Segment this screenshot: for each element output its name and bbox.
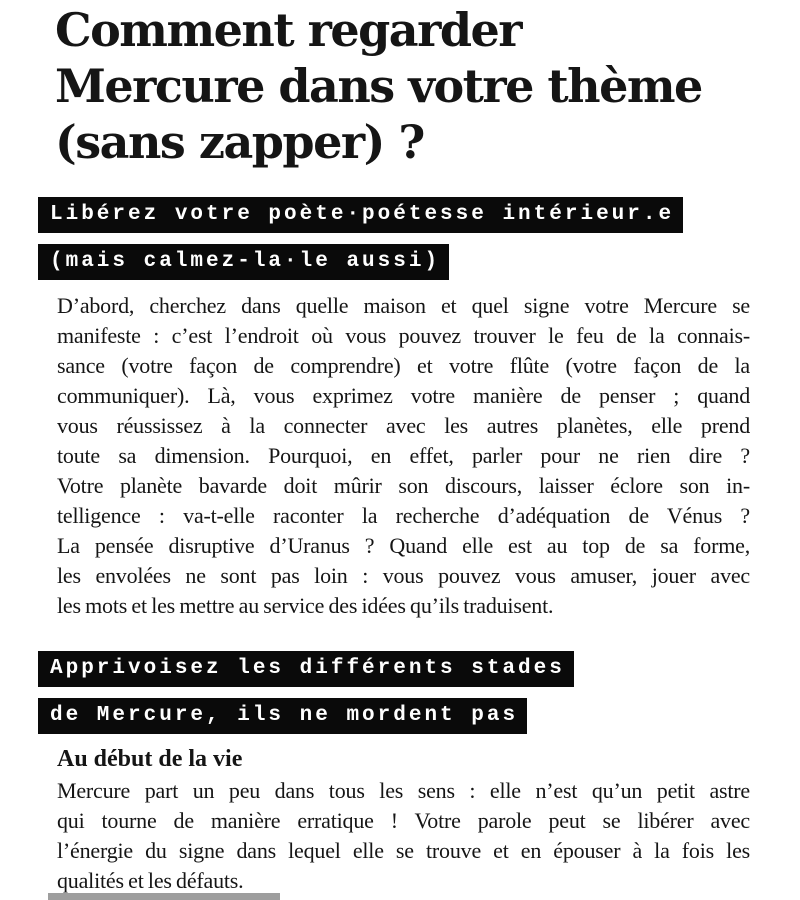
page-title-line: Mercure dans votre thème [55,59,702,113]
page-title [55,2,770,170]
section1-heading [38,197,683,291]
page-title-line: Comment regarder [55,3,521,57]
paragraph-line: toute sa dimension. Pourquoi, en effet, parler pour ne rien dire ? [57,443,750,468]
paragraph-line: les mots et les mettre au service des idées qu’ils traduisent. [57,593,554,618]
paragraph-line: manifeste : c’est l’endroit où vous pouvez trouver le feu de la connais- [57,323,750,348]
paragraph-line: l’énergie du signe dans lequel elle se trouve et en épouser à la fois les [57,838,750,863]
paragraph-line: les envolées ne sont pas loin : vous pouvez vous amuser, jouer avec [57,563,750,588]
paragraph-line: D’abord, cherchez dans quelle maison et quel signe votre Mercure se [57,293,750,318]
paragraph-line: qualités et les défauts. [57,868,244,893]
paragraph-line: sance (votre façon de comprendre) et votre flûte (votre façon de la [57,353,750,378]
section2-heading [38,651,574,745]
next-section-heading-bar-partial [48,893,280,900]
section2-heading-bar: Apprivoisez les différents stades [38,651,574,687]
paragraph-line: communiquer). Là, vous exprimez votre manière de penser ; quand [57,383,750,408]
section2-heading-bar: de Mercure, ils ne mordent pas [38,698,527,734]
section2-paragraph [57,776,750,896]
section2-subheading: Au début de la vie [57,746,243,772]
section1-heading-bar: (mais calmez-la·le aussi) [38,244,449,280]
section1-paragraph [57,291,750,621]
paragraph-line: La pensée disruptive d’Uranus ? Quand elle est au top de sa forme, [57,533,750,558]
paragraph-line: qui tourne de manière erratique ! Votre parole peut se libérer avec [57,808,750,833]
paragraph-line: Mercure part un peu dans tous les sens : elle n’est qu’un petit astre [57,778,750,803]
paragraph-line: telligence : va-t-elle raconter la recherche d’adéquation de Vénus ? [57,503,750,528]
section1-heading-bar: Libérez votre poète·poétesse intérieur.e [38,197,683,233]
page-title-line: (sans zapper) ? [55,115,424,169]
paragraph-line: vous réussissez à la connecter avec les autres planètes, elle prend [57,413,750,438]
paragraph-line: Votre planète bavarde doit mûrir son discours, laisser éclore son in- [57,473,750,498]
